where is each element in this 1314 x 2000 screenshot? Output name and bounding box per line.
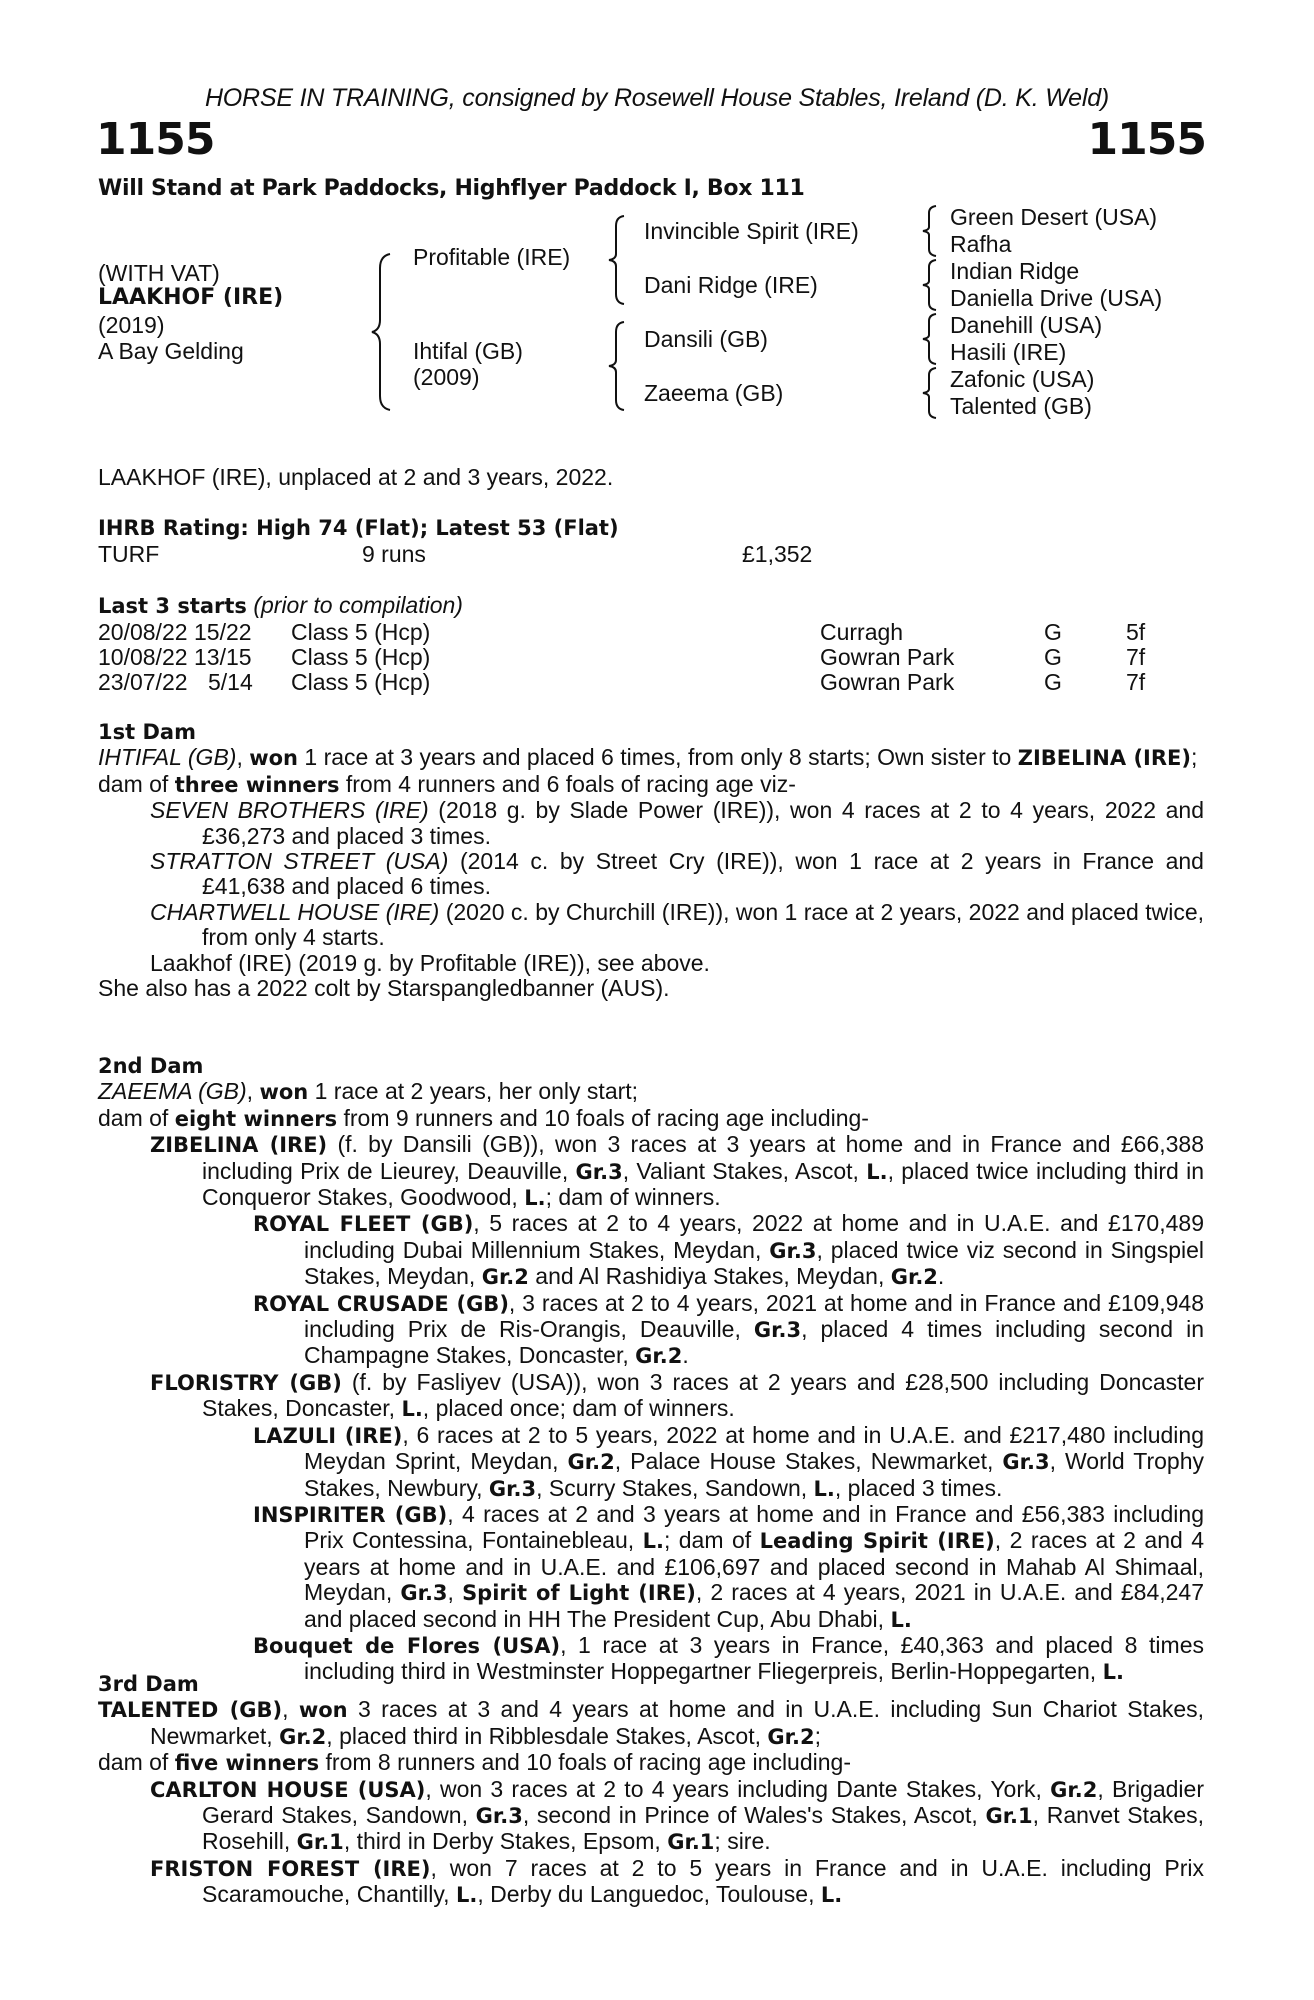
- text: , World Trophy Stakes, Newbury,: [304, 1448, 1204, 1501]
- progeny-item: [98, 1423, 1204, 1502]
- also-note: She also has a 2022 colt by Starspangledbanner (AUS).: [98, 975, 670, 1002]
- lot-number-right: 1155: [1087, 114, 1206, 165]
- pedigree-sire-sire: Invincible Spirit (IRE): [644, 218, 859, 244]
- start-distance: 5f: [1126, 618, 1146, 645]
- start-position: 5/14: [208, 669, 253, 696]
- text: , 5 races at 2 to 4 years, 2022 at home and in U.A.E. and £170,489 including Dubai Millennium Stakes, Meydan,: [304, 1210, 1204, 1263]
- grade: L.: [642, 1529, 664, 1554]
- start-date: 20/08/22: [98, 618, 188, 645]
- text: ; dam of winners.: [545, 1184, 721, 1211]
- start-going: G: [1044, 669, 1062, 696]
- progeny-name: ROYAL CRUSADE (GB): [253, 1291, 509, 1316]
- pedigree-gen3: Rafha: [950, 231, 1012, 257]
- start-position: 13/15: [194, 644, 252, 670]
- progeny-item: [98, 900, 1204, 951]
- progeny-name: ZIBELINA (IRE): [150, 1133, 328, 1158]
- text: , Ranvet Stakes, Rosehill,: [202, 1802, 1204, 1855]
- text: , won 3 races at 2 to 4 years including Dante Stakes, York,: [425, 1775, 1051, 1802]
- progeny-name: SEVEN BROTHERS (IRE): [150, 797, 429, 824]
- curly-brace-icon: [920, 312, 940, 366]
- rating-row: [98, 542, 1204, 567]
- text: , 6 races at 2 to 5 years, 2022 at home and in U.A.E. and £217,480 including Meydan Sprint, Meydan,: [304, 1421, 1204, 1475]
- second-dam-record: ZAEEMA (GB), won 1 race at 2 years, her only start;: [98, 1078, 639, 1105]
- progeny-text: (2018 g. by Slade Power (IRE)), won 4 races at 2 to 4 years, 2022 and £36,273 and placed 3 times.: [202, 797, 1204, 849]
- start-going: G: [1044, 644, 1062, 670]
- dam-name: TALENTED (GB): [98, 1698, 283, 1723]
- start-class: Class 5 (Hcp): [291, 669, 431, 696]
- progeny-item: [98, 1502, 1204, 1633]
- grade: Gr.1: [296, 1830, 344, 1855]
- progeny-text: (2014 c. by Street Cry (IRE)), won 1 race at 2 years in France and £41,638 and placed 6 times.: [202, 848, 1204, 900]
- progeny-text: (2020 c. by Churchill (IRE)), won 1 race at 2 years, 2022 and placed twice, from only 4 starts.: [202, 898, 1204, 951]
- text: 3 races at 3 and 4 years at home and in U.A.E. including Sun Chariot Stakes, Newmarket,: [150, 1696, 1205, 1749]
- grade: Gr.2: [635, 1344, 683, 1369]
- rating-surface: TURF: [98, 540, 160, 567]
- grade: L.: [890, 1607, 912, 1632]
- pedigree-gen3: Hasili (IRE): [950, 339, 1067, 365]
- text: .: [682, 1342, 689, 1369]
- grade: Gr.2: [890, 1265, 938, 1290]
- text: , 3 races at 2 to 4 years, 2021 at home and in France and £109,948 including Prix de Ris-Orangis, Deauville,: [304, 1289, 1205, 1343]
- progeny-name: INSPIRITER (GB): [253, 1502, 448, 1527]
- grade: L.: [524, 1186, 546, 1211]
- dam-name: IHTIFAL (GB): [98, 744, 237, 771]
- progeny-name: Bouquet de Flores (USA): [253, 1633, 561, 1658]
- winners-count: five winners: [174, 1751, 320, 1776]
- text: , Scurry Stakes, Sandown,: [536, 1474, 814, 1501]
- third-dam-produce: [98, 1750, 1204, 1776]
- progeny-item: [98, 798, 1204, 849]
- text: , third in Derby Stakes, Epsom,: [343, 1828, 668, 1855]
- text: , placed twice viz second in Singspiel Stakes, Meydan,: [304, 1236, 1204, 1290]
- third-dam-record: TALENTED (GB), won 3 races at 3 and 4 years at home and in U.A.E. including Sun Chariot Stakes, Newmarket, Gr.2, placed third in Ribblesdale Stakes, Ascot, Gr.2;: [98, 1696, 1205, 1749]
- grade: Gr.1: [667, 1830, 715, 1855]
- start-date: 23/07/22: [98, 669, 188, 696]
- pedigree-gen3: Danehill (USA): [950, 312, 1103, 338]
- text: , placed third in Ribblesdale Stakes, Ascot,: [326, 1722, 768, 1749]
- race-summary: LAAKHOF (IRE), unplaced at 2 and 3 years, 2022.: [98, 464, 614, 490]
- text: dam of: [98, 1749, 175, 1776]
- text: , 1 race at 3 years in France, £40,363 and placed 8 times including third in Westminster Hoppegartner Fliegerpreis, Berlin-Hoppegarten,: [304, 1631, 1204, 1685]
- progeny-name: STRATTON STREET (USA): [150, 848, 449, 875]
- won-label: won: [249, 746, 299, 771]
- progeny-item: [98, 1856, 1204, 1909]
- text: from 9 runners and 10 foals of racing age including-: [337, 1104, 869, 1131]
- winners-count: three winners: [174, 772, 340, 797]
- start-course: Gowran Park: [820, 669, 955, 696]
- text: 1 race at 3 years and placed 6 times, from only 8 starts; Own sister to: [298, 744, 1018, 771]
- last-starts-heading: [98, 593, 1204, 619]
- start-class: Class 5 (Hcp): [291, 618, 431, 645]
- grade: Gr.3: [488, 1476, 537, 1501]
- vat-label: (WITH VAT): [98, 260, 220, 286]
- start-course: Gowran Park: [820, 644, 955, 670]
- text: , placed once; dam of winners.: [422, 1395, 735, 1422]
- text: ;: [1190, 744, 1198, 771]
- text: dam of: [98, 770, 175, 797]
- last-starts-title: Last 3 starts: [98, 594, 247, 619]
- text: , second in Prince of Wales's Stakes, Ascot,: [522, 1802, 986, 1829]
- text: , placed 4 times including second in Champagne Stakes, Doncaster,: [304, 1316, 1204, 1369]
- second-dam-heading: 2nd Dam: [98, 1054, 204, 1078]
- grade: L.: [1102, 1660, 1124, 1685]
- grade: Gr.3: [475, 1804, 523, 1829]
- curly-brace-icon: [920, 366, 940, 420]
- consignment-line: HORSE IN TRAINING, consigned by Rosewell House Stables, Ireland (D. K. Weld): [204, 84, 1110, 112]
- text: , 2 races at 2 and 4 years at home and in U.A.E. and £106,697 and placed second in Mahab Al Shimaal, Meydan,: [304, 1527, 1205, 1606]
- start-distance: 7f: [1126, 644, 1146, 670]
- text: from 8 runners and 10 foals of racing age including-: [319, 1749, 851, 1776]
- pedigree-sire: Profitable (IRE): [413, 244, 571, 270]
- grade: L.: [820, 1883, 843, 1908]
- pedigree-dam-year: (2009): [413, 364, 480, 390]
- grade: L.: [455, 1883, 478, 1908]
- grade: L.: [813, 1476, 835, 1501]
- grade: Gr.2: [279, 1724, 327, 1749]
- start-going: G: [1044, 618, 1062, 645]
- text: , won 7 races at 2 to 5 years in France and in U.A.E. including Prix Scaramouche, Chantilly,: [202, 1854, 1204, 1908]
- progeny-item: [98, 1211, 1204, 1290]
- horse-year: (2019): [98, 312, 165, 338]
- progeny-item: [98, 849, 1204, 900]
- start-position: 15/22: [194, 618, 252, 645]
- text: 1 race at 2 years, her only start;: [308, 1078, 639, 1105]
- horse-name: LAAKHOF (IRE): [98, 285, 284, 310]
- pedigree-dam: Ihtifal (GB): [413, 338, 523, 364]
- start-row: [98, 670, 1204, 695]
- rating-runs: 9 runs: [362, 540, 426, 567]
- progeny-name: Spirit of Light (IRE): [462, 1581, 696, 1606]
- start-distance: 7f: [1126, 669, 1146, 696]
- progeny-name: LAZULI (IRE): [253, 1423, 403, 1448]
- lot-number-left: 1155: [96, 114, 215, 165]
- progeny-item: [98, 1370, 1204, 1423]
- grade: Gr.2: [567, 1450, 615, 1475]
- text: ,: [447, 1579, 463, 1606]
- pedigree-gen3: Zafonic (USA): [950, 366, 1095, 392]
- stand-location: Will Stand at Park Paddocks, Highflyer Paddock I, Box 111: [98, 176, 805, 201]
- progeny-name: CHARTWELL HOUSE (IRE): [150, 898, 440, 925]
- text: and Al Rashidiya Stakes, Meydan,: [528, 1263, 891, 1290]
- start-row: [98, 645, 1204, 670]
- third-dam-section: [98, 1672, 1204, 1909]
- won-label: won: [259, 1080, 309, 1105]
- text: , placed 3 times.: [834, 1474, 1003, 1501]
- curly-brace-icon: [606, 214, 630, 306]
- first-dam-record: IHTIFAL (GB), won 1 race at 3 years and placed 6 times, from only 8 starts; Own sister to ZIBELINA (IRE);: [98, 744, 1198, 771]
- pedigree-dam-dam: Zaeema (GB): [644, 380, 784, 406]
- pedigree-gen3: Green Desert (USA): [950, 204, 1158, 230]
- progeny-item: [98, 1777, 1204, 1856]
- text: , 2 races at 4 years, 2021 in U.A.E. and £84,247 and placed second in HH The President Cup, Abu Dhabi,: [304, 1579, 1205, 1632]
- progeny-item: [98, 1291, 1204, 1370]
- progeny-name: FLORISTRY (GB): [150, 1370, 342, 1395]
- text: , Palace House Stakes, Newmarket,: [614, 1448, 1003, 1475]
- grade: Gr.3: [575, 1159, 623, 1184]
- first-dam-heading: 1st Dam: [98, 720, 196, 744]
- text: .: [937, 1263, 945, 1290]
- progeny-item-self: Laakhof (IRE) (2019 g. by Profitable (IRE)), see above.: [150, 949, 710, 976]
- sister-name: ZIBELINA (IRE): [1017, 746, 1191, 771]
- progeny-name: ROYAL FLEET (GB): [253, 1212, 474, 1237]
- grade: L.: [401, 1397, 423, 1422]
- text: ; sire.: [714, 1828, 771, 1855]
- horse-description: A Bay Gelding: [98, 338, 244, 364]
- grade: Gr.2: [481, 1265, 529, 1290]
- grade: Gr.2: [767, 1724, 815, 1749]
- start-course: Curragh: [820, 618, 904, 645]
- dam-name: ZAEEMA (GB): [98, 1078, 247, 1105]
- grade: Gr.2: [1050, 1777, 1098, 1802]
- text: from 4 runners and 6 foals of racing age viz-: [339, 770, 796, 797]
- second-dam-produce: [98, 1106, 1204, 1132]
- progeny-name: CARLTON HOUSE (USA): [150, 1777, 426, 1802]
- grade: Gr.3: [1002, 1450, 1050, 1475]
- progeny-item: [98, 1132, 1204, 1211]
- last-starts-note: (prior to compilation): [253, 592, 463, 619]
- start-row: [98, 620, 1204, 645]
- grade: Gr.3: [400, 1581, 448, 1606]
- start-date: 10/08/22: [98, 644, 188, 670]
- progeny-name: FRISTON FOREST (IRE): [150, 1856, 431, 1881]
- pedigree-gen3: Daniella Drive (USA): [950, 285, 1163, 311]
- grade: Gr.3: [769, 1238, 817, 1263]
- winners-count: eight winners: [174, 1106, 338, 1131]
- grade: L.: [866, 1159, 888, 1184]
- start-class: Class 5 (Hcp): [291, 644, 431, 670]
- first-dam-section: [98, 720, 1204, 1001]
- third-dam-heading: 3rd Dam: [98, 1672, 199, 1696]
- text: ; dam of: [663, 1527, 760, 1554]
- text: , placed twice including third in Conqueror Stakes, Goodwood,: [202, 1157, 1204, 1211]
- second-dam-section: [98, 1054, 1204, 1686]
- grade: Gr.1: [985, 1804, 1033, 1829]
- text: dam of: [98, 1104, 175, 1131]
- text: , Valiant Stakes, Ascot,: [622, 1157, 867, 1184]
- text: ;: [814, 1722, 821, 1749]
- first-dam-produce: [98, 772, 1204, 798]
- race-record-section: [98, 465, 1204, 696]
- pedigree-gen3: Talented (GB): [950, 393, 1092, 419]
- curly-brace-icon: [920, 258, 940, 312]
- pedigree-sire-dam: Dani Ridge (IRE): [644, 272, 818, 298]
- text: (f. by Fasliyev (USA)), won 3 races at 2 years and £28,500 including Doncaster Stakes, Doncaster,: [202, 1368, 1204, 1422]
- curly-brace-icon: [606, 320, 630, 412]
- progeny-name: Leading Spirit (IRE): [759, 1529, 995, 1554]
- curly-brace-icon: [368, 252, 398, 412]
- pedigree-dam-sire: Dansili (GB): [644, 326, 768, 352]
- text: (f. by Dansili (GB)), won 3 races at 3 years at home and in France and £66,388 including Prix de Lieurey, Deauville,: [202, 1131, 1205, 1184]
- pedigree-gen3: Indian Ridge: [950, 258, 1080, 284]
- text: , Derby du Languedoc, Toulouse,: [477, 1881, 821, 1908]
- curly-brace-icon: [920, 204, 940, 258]
- grade: Gr.3: [753, 1318, 802, 1343]
- won-label: won: [298, 1698, 348, 1723]
- rating-heading: IHRB Rating: High 74 (Flat); Latest 53 (Flat): [98, 516, 619, 541]
- text: , 4 races at 2 and 3 years at home and in France and £56,383 including Prix Contessina, Fontainebleau,: [304, 1500, 1204, 1554]
- rating-earnings: £1,352: [742, 540, 813, 567]
- text: , Brigadier Gerard Stakes, Sandown,: [202, 1775, 1204, 1829]
